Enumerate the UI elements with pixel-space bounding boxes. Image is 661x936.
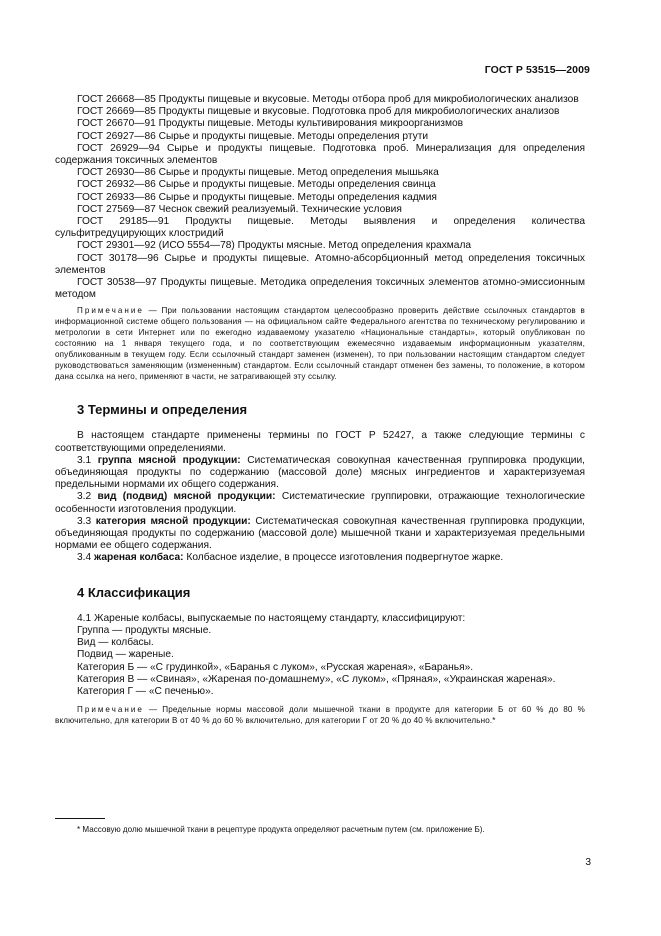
- term-number: 3.4: [77, 552, 94, 564]
- reference-item: ГОСТ 26933—86 Сырье и продукты пищевые. Методы определения кадмия: [77, 191, 437, 203]
- reference-item: ГОСТ 26668—85 Продукты пищевые и вкусовые. Методы отбора проб для микробиологических анализов: [77, 94, 579, 105]
- classification-line: Категория В — «Свиная», «Жареная по-домашнему», «С луком», «Пряная», «Украинская жареная».: [77, 673, 556, 685]
- section-3-intro: В настоящем стандарте применены термины по ГОСТ Р 52427, а также следующие термины с соответствующими определениями.: [55, 430, 585, 454]
- term-name: вид (подвид) мясной продукции:: [97, 491, 276, 503]
- reference-item: ГОСТ 26932—86 Сырье и продукты пищевые. Методы определения свинца: [77, 179, 436, 191]
- classification-line: Категория Г — «С печенью».: [77, 685, 214, 697]
- reference-item: ГОСТ 26670—91 Продукты пищевые. Методы культивирования микроорганизмов: [77, 118, 464, 130]
- classification-line: Категория Б — «С грудинкой», «Баранья с луком», «Русская жареная», «Баранья».: [77, 661, 474, 673]
- page-content: [55, 94, 585, 726]
- section-4-heading: 4 Классификация: [77, 584, 191, 600]
- term-text: Систематическая совокупная качественная группировка продукции, объединяющая продукты по содержанию (массовой доле) мышечной ткани и характеризуемая предельными нормами ее общего содержания.: [55, 515, 586, 552]
- term-definition: [55, 552, 585, 564]
- term-number: 3.2: [77, 491, 98, 503]
- term-text: Систематические группировки, отражающие технологические особенности изготовления продукции.: [55, 491, 585, 515]
- reference-item: ГОСТ 26669—85 Продукты пищевые и вкусовые. Подготовка проб для микробиологических анализов: [77, 106, 560, 118]
- references-note: [55, 305, 585, 382]
- note-label: Примечание: [77, 705, 144, 715]
- term-definition: [55, 491, 585, 515]
- classification-note: [55, 704, 585, 726]
- term-number: 3.3: [77, 515, 96, 527]
- reference-item: ГОСТ 26930—86 Сырье и продукты пищевые. Метод определения мышьяка: [77, 167, 439, 179]
- reference-item: ГОСТ 26927—86 Сырье и продукты пищевые. Методы определения ртути: [77, 130, 429, 142]
- reference-list: [55, 94, 585, 301]
- note-text: — При пользовании настоящим стандартом целесообразно проверить действие ссылочных стандартов в информационной системе общего пользования — на официальном сайте Федерального агентства по техническому регулированию и метрологии в сети Интернет или по ежегодно издаваемому указателю «Национальные стандарты», который опубликован по состоянию на 1 января текущего года, и по соответствующим ежемесячно издаваемым информационным указателям, опубликованным в текущем году. Если ссылочный стандарт заменен (изменен), то при пользовании настоящим стандартом следует руководствоваться заменяющим (измененным) стандартом. Если ссылочный стандарт отменен без замены, то положение, в котором дана ссылка на него, применяют в части, не затрагивающей эту ссылку.: [55, 306, 585, 382]
- document-header: ГОСТ Р 53515—2009: [484, 64, 590, 76]
- classification-line: Подвид — жареные.: [77, 649, 174, 661]
- term-definition: [55, 516, 585, 553]
- section-3-heading: 3 Термины и определения: [77, 402, 248, 418]
- term-name: группа мясной продукции:: [97, 454, 241, 466]
- reference-item: ГОСТ 30538—97 Продукты пищевые. Методика определения токсичных элементов атомно-эмиссионным методом: [55, 277, 585, 301]
- term-text: Систематическая совокупная качественная группировка продукции, объединяющая продукты по содержанию (массовой доле) мясных ингредиентов и характеризуемая предельными нормами их общего содержания.: [55, 454, 585, 491]
- classification-line: Вид — колбасы.: [77, 637, 154, 649]
- reference-item: ГОСТ 26929—94 Сырье и продукты пищевые. Подготовка проб. Минерализация для определения содержания токсичных элементов: [55, 142, 585, 167]
- footnote-divider: [55, 818, 105, 819]
- classification-line: Группа — продукты мясные.: [77, 624, 212, 636]
- classification-line: 4.1 Жареные колбасы, выпускаемые по настоящему стандарту, классифицируют:: [77, 612, 466, 624]
- term-text: Колбасное изделие, в процессе изготовления подвергнутое жарке.: [183, 552, 504, 564]
- reference-item: ГОСТ 30178—96 Сырье и продукты пищевые. Атомно-абсорбционный метод определения токсичных элементов: [55, 252, 585, 276]
- page-number: 3: [585, 857, 591, 868]
- term-name: категория мясной продукции:: [95, 515, 251, 527]
- reference-item: ГОСТ 29185—91 Продукты пищевые. Методы выявления и определения количества сульфитредуцирующих клостридий: [55, 216, 585, 240]
- footnote: * Массовую долю мышечной ткани в рецептуре продукта определяют расчетным путем (см. приложение Б).: [77, 825, 485, 834]
- term-number: 3.1: [77, 454, 98, 466]
- note-label: Примечание: [77, 306, 144, 316]
- note-text: — Предельные нормы массовой доли мышечной ткани в продукте для категории Б от 60 % до 80 % включительно, для категории В от 40 % до 60 % включительно, для категории Г от 20 % до 40 % включительно.*: [55, 705, 585, 726]
- reference-item: ГОСТ 27569—87 Чеснок свежий реализуемый. Технические условия: [77, 203, 402, 215]
- term-name: жареная колбаса:: [94, 552, 184, 564]
- reference-item: ГОСТ 29301—92 (ИСО 5554—78) Продукты мясные. Метод определения крахмала: [77, 240, 472, 252]
- term-definition: [55, 455, 585, 492]
